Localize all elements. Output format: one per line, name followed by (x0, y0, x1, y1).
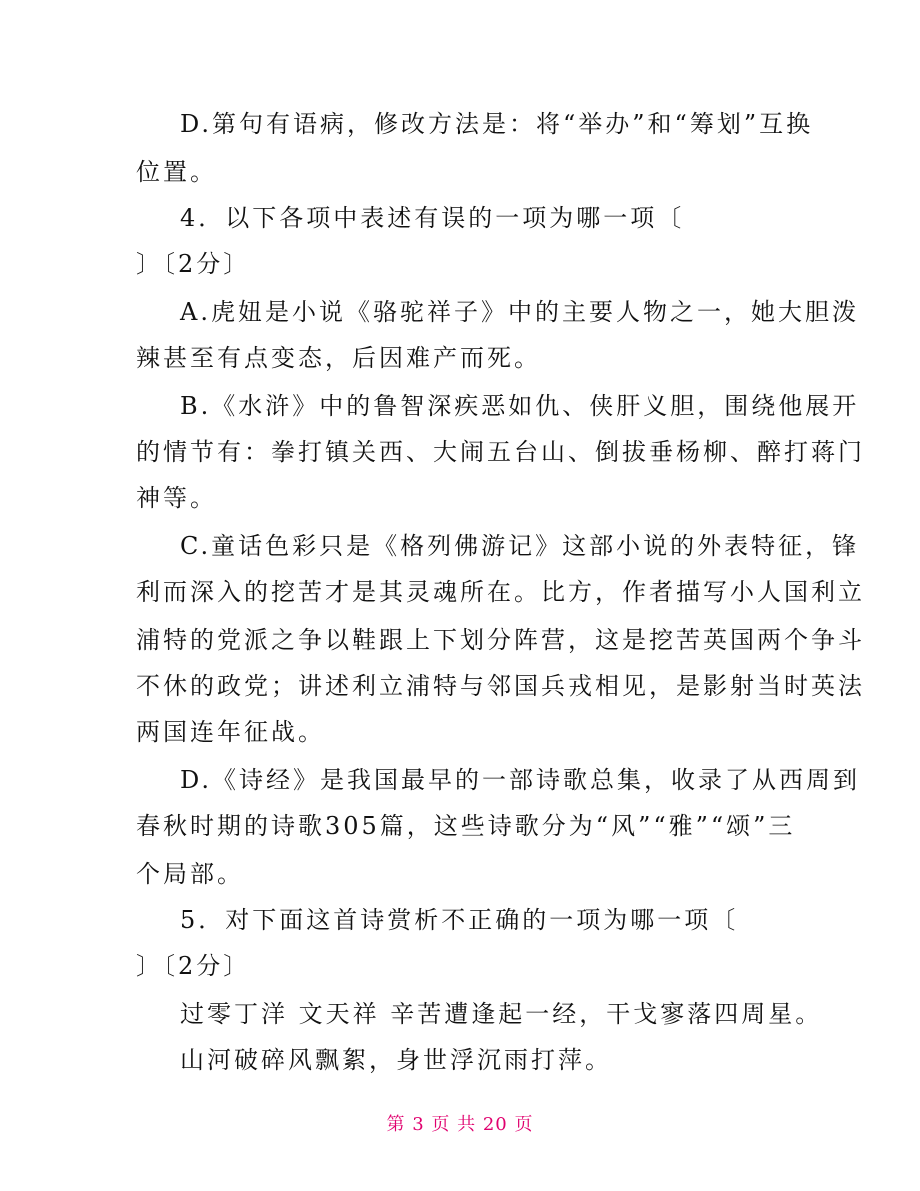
question-4-line-1: 4．以下各项中表述有误的一项为哪一项〔 (180, 204, 685, 232)
option-d2-line-2: 春秋时期的诗歌305篇，这些诗歌分为“风”“雅”“颂”三 (136, 812, 796, 840)
question-4-line-2: 〕〔2分〕 (136, 250, 251, 278)
option-b-line-1: B.《水浒》中的鲁智深疾恶如仇、侠肝义胆，围绕他展开 (180, 392, 860, 420)
poem-line-2: 山河破碎风飘絮，身世浮沉雨打萍。 (180, 1046, 612, 1074)
option-c-line-4: 不休的政党；讲述利立浦特与邻国兵戎相见，是影射当时英法 (136, 672, 865, 700)
option-c-line-2: 利而深入的挖苦才是其灵魂所在。比方，作者描写小人国利立 (136, 578, 865, 606)
option-d-line-1: D.第句有语病，修改方法是：将“举办”和“筹划”互换 (180, 110, 814, 138)
option-b-line-3: 神等。 (136, 484, 217, 512)
question-5-line-1: 5．对下面这首诗赏析不正确的一项为哪一项〔 (180, 906, 739, 934)
option-c-line-3: 浦特的党派之争以鞋跟上下划分阵营，这是挖苦英国两个争斗 (136, 626, 865, 654)
question-5-line-2: 〕〔2分〕 (136, 952, 251, 980)
option-c-line-1: C.童话色彩只是《格列佛游记》这部小说的外表特征，锋 (180, 532, 860, 560)
option-c-line-5: 两国连年征战。 (136, 718, 325, 746)
option-d2-line-3: 个局部。 (136, 860, 244, 888)
option-d-line-2: 位置。 (136, 158, 217, 186)
option-b-line-2: 的情节有：拳打镇关西、大闹五台山、倒拔垂杨柳、醉打蒋门 (136, 438, 865, 466)
page-number-footer: 第 3 页 共 20 页 (386, 1114, 534, 1135)
option-a-line-2: 辣甚至有点变态，后因难产而死。 (136, 344, 541, 372)
option-a-line-1: A.虎妞是小说《骆驼祥子》中的主要人物之一，她大胆泼 (180, 298, 859, 326)
poem-line-1: 过零丁洋 文天祥 辛苦遭逢起一经，干戈寥落四周星。 (180, 1000, 823, 1028)
option-d2-line-1: D.《诗经》是我国最早的一部诗歌总集，收录了从西周到 (180, 766, 861, 794)
